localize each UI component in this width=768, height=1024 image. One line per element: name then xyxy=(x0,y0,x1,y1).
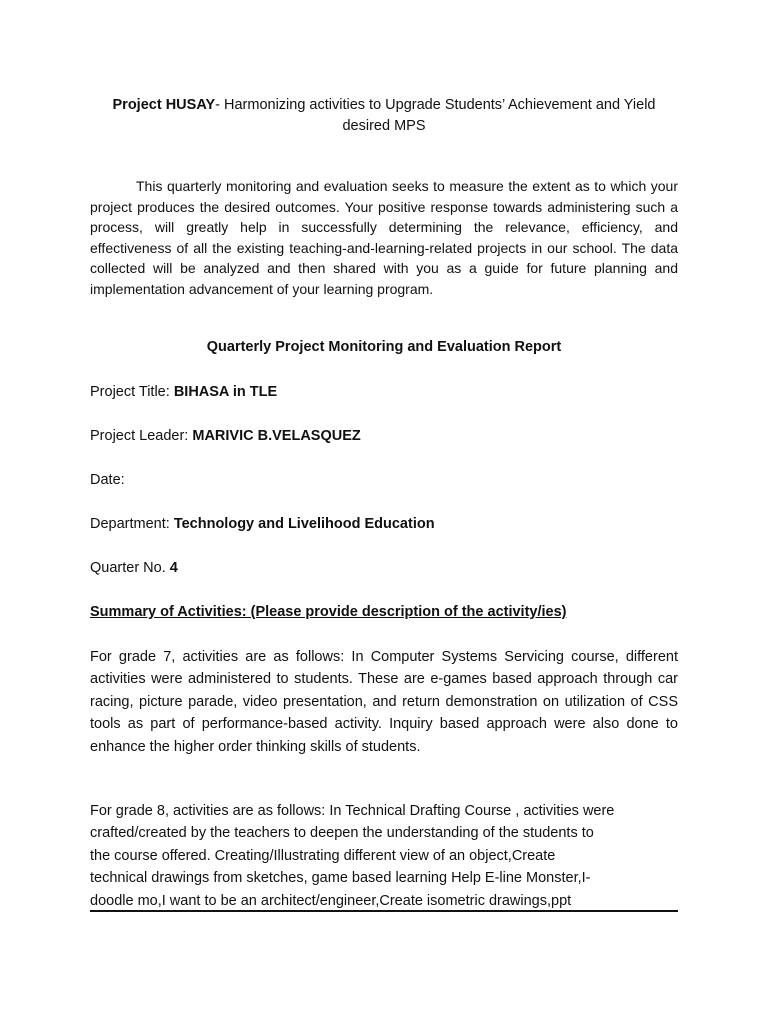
date-label: Date: xyxy=(90,472,125,488)
quarter-value: 4 xyxy=(169,560,178,576)
grade8-paragraph xyxy=(90,800,678,912)
grade8-line: For grade 8, activities are as follows: In Technical Drafting Course , activities were xyxy=(90,803,615,819)
date-field xyxy=(90,470,678,490)
project-title-label: Project Title: xyxy=(90,384,174,400)
department-field xyxy=(90,514,678,534)
intro-paragraph: This quarterly monitoring and evaluation seeks to measure the extent as to which your project produces the desired outcomes. Your positive response towards administering such a process, will greatly help in successfully determining the relevance, efficiency, and effectiveness of all the existing teaching-and-learning-related projects in our school. The data collected will be analyzed and then shared with you as a guide for future planning and implementation advancement of your learning program. xyxy=(90,178,678,297)
grade8-line: crafted/created by the teachers to deepen the understanding of the students to xyxy=(90,825,594,842)
document-title xyxy=(90,95,678,137)
department-label: Department: xyxy=(90,516,174,532)
summary-heading: Summary of Activities: (Please provide description of the activity/ies) xyxy=(90,604,567,620)
report-heading: Quarterly Project Monitoring and Evaluation Report xyxy=(206,339,562,355)
project-leader-value: MARIVIC B.VELASQUEZ xyxy=(192,428,361,444)
quarter-field xyxy=(90,558,678,578)
department-value: Technology and Livelihood Education xyxy=(173,516,435,532)
grade8-line: doodle mo,I want to be an architect/engineer,Create isometric drawings,ppt xyxy=(90,892,572,909)
grade8-line: the course offered. Creating/Illustrating different view of an object,Create xyxy=(90,847,556,864)
section-divider-rule xyxy=(90,910,678,912)
project-title-value: BIHASA in TLE xyxy=(173,384,278,400)
project-title-field xyxy=(90,382,678,402)
grade8-line: technical drawings from sketches, game based learning Help E-line Monster,I- xyxy=(90,870,591,887)
grade7-paragraph: For grade 7, activities are as follows: In Computer Systems Servicing course, different activities were administered to students. These are e-games based approach through car racing, picture parade, video presentation, and return demonstration on utilization of CSS tools as part of performance-based activity. Inquiry based approach were also done to enhance the higher order thinking skills of students. xyxy=(90,649,678,755)
quarter-label: Quarter No. xyxy=(90,560,170,576)
project-leader-field xyxy=(90,426,678,446)
project-leader-label: Project Leader: xyxy=(90,428,193,444)
project-name: Project HUSAY xyxy=(112,97,216,113)
project-name-expansion: - Harmonizing activities to Upgrade Students’ Achievement and Yield desired MPS xyxy=(215,97,656,134)
